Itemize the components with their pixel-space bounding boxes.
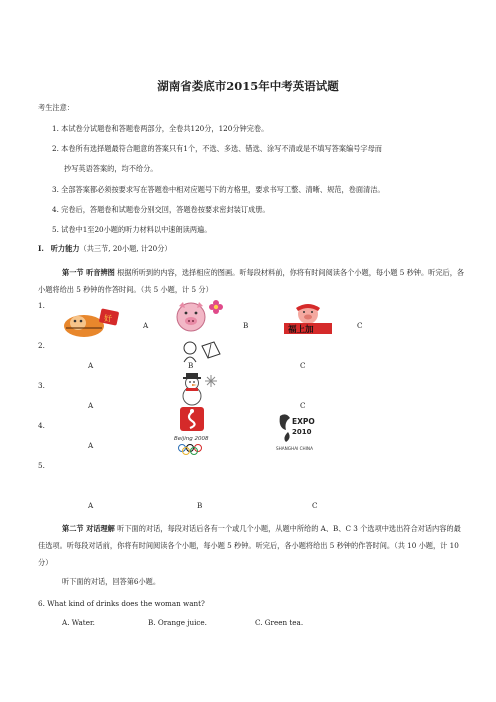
section2-text: 听下面的对话，每段对话后各有一个或几个小题，从题中所给的 A、B、C 3 个选项中选出符合对话内容的最佳选项。听每段对话前，你将有时间阅读各个小题，每小题 5 秒钟。听完后，各小题将给出 5 秒钟的作答时间。（共 10 小题，计 10 分） [38,524,461,567]
part1-label: 听力能力 [50,244,80,253]
svg-text:2010: 2010 [292,428,312,436]
question-3-number: 3. [38,381,45,390]
question-6-text: 6. What kind of drinks does the woman want? [38,599,205,608]
question-2-option-b: B [188,361,194,370]
flower-icon [208,299,224,315]
notice-heading: 考生注意： [38,103,74,112]
part1-note: （共三节, 20小题, 计20分） [79,244,172,253]
question-3-option-a: A [88,401,94,410]
notice-item-2: 2. 本卷所有选择题最符合题意的答案只有1个，不选、多选、错选、涂写不清或是不填写答案编号字母而 [52,144,382,153]
beijing-text: Beijing 2008 [174,436,209,442]
question-5-option-b: B [197,501,203,510]
question-6-option-a: A. Water. [62,618,95,627]
question-4-option-a: A [88,441,94,450]
question-1-option-a: A [143,321,149,330]
section2-paragraph [38,520,466,571]
question-1-number: 1. [38,301,45,310]
question-1-option-b: B [243,321,249,330]
section1-text: 根据所听到的内容，选择相应的图画。听每段材料前，你将有时间阅读各个小题，每小题 5 秒钟。听完后，各小题将给出 5 秒钟的作答时间。（共 5 小题，计 5 分） [38,268,465,294]
reading-image [178,338,224,364]
section2-label: 第二节 对话理解 [62,524,115,533]
expo-city-text: SHANGHAI CHINA [276,446,313,451]
question-5-number: 5. [38,461,45,470]
expo-text: EXPO [292,417,315,426]
tiger-fu-image [62,306,122,338]
question-2-option-c: C [300,361,306,370]
stamp-text: 福上加 [288,325,314,335]
question-3-option-c: C [300,401,306,410]
notice-item-2-cont: 抄写英语答案的，均不给分。 [64,164,158,173]
section2-instruction: 听下面的对话，回答第6小题。 [62,577,161,586]
part1-heading [38,245,172,254]
question-6-option-b: B. Orange juice. [148,618,207,627]
question-5-option-c: C [312,501,318,510]
question-2-option-a: A [88,361,94,370]
notice-item-5: 5. 试卷中1至20小题的听力材料以中速朗读两遍。 [52,225,212,234]
notice-item-1: 1. 本试卷分试题卷和答题卷两部分，全卷共120分，120分钟完卷。 [52,124,269,133]
question-5-option-a: A [88,501,94,510]
section1-label: 第一节 听音辨图 [62,268,115,277]
shanghai-expo-logo [272,408,324,454]
question-6-option-c: C. Green tea. [255,618,304,627]
question-2-number: 2. [38,341,45,350]
notice-item-4: 4. 完卷后，答题卷和试题卷分别交回，答题卷按要求密封装订成册。 [52,205,270,214]
notice-item-3: 3. 全部答案都必须按要求写在答题卷中相对应题号下的方格里，要求书写工整、清晰、规范，卷面清洁。 [52,185,385,194]
part1-number: I. [38,244,44,253]
pig-stamp-image [282,302,334,336]
beijing-olympics-logo [170,405,214,455]
page-title: 湖南省娄底市2015年中考英语试题 [157,79,339,93]
fu-text: 好 [104,314,112,323]
question-4-number: 4. [38,421,45,430]
pig-image [172,300,210,334]
section1-paragraph [38,264,466,298]
question-1-option-c: C [357,321,363,330]
snowflake-icon [204,374,218,388]
